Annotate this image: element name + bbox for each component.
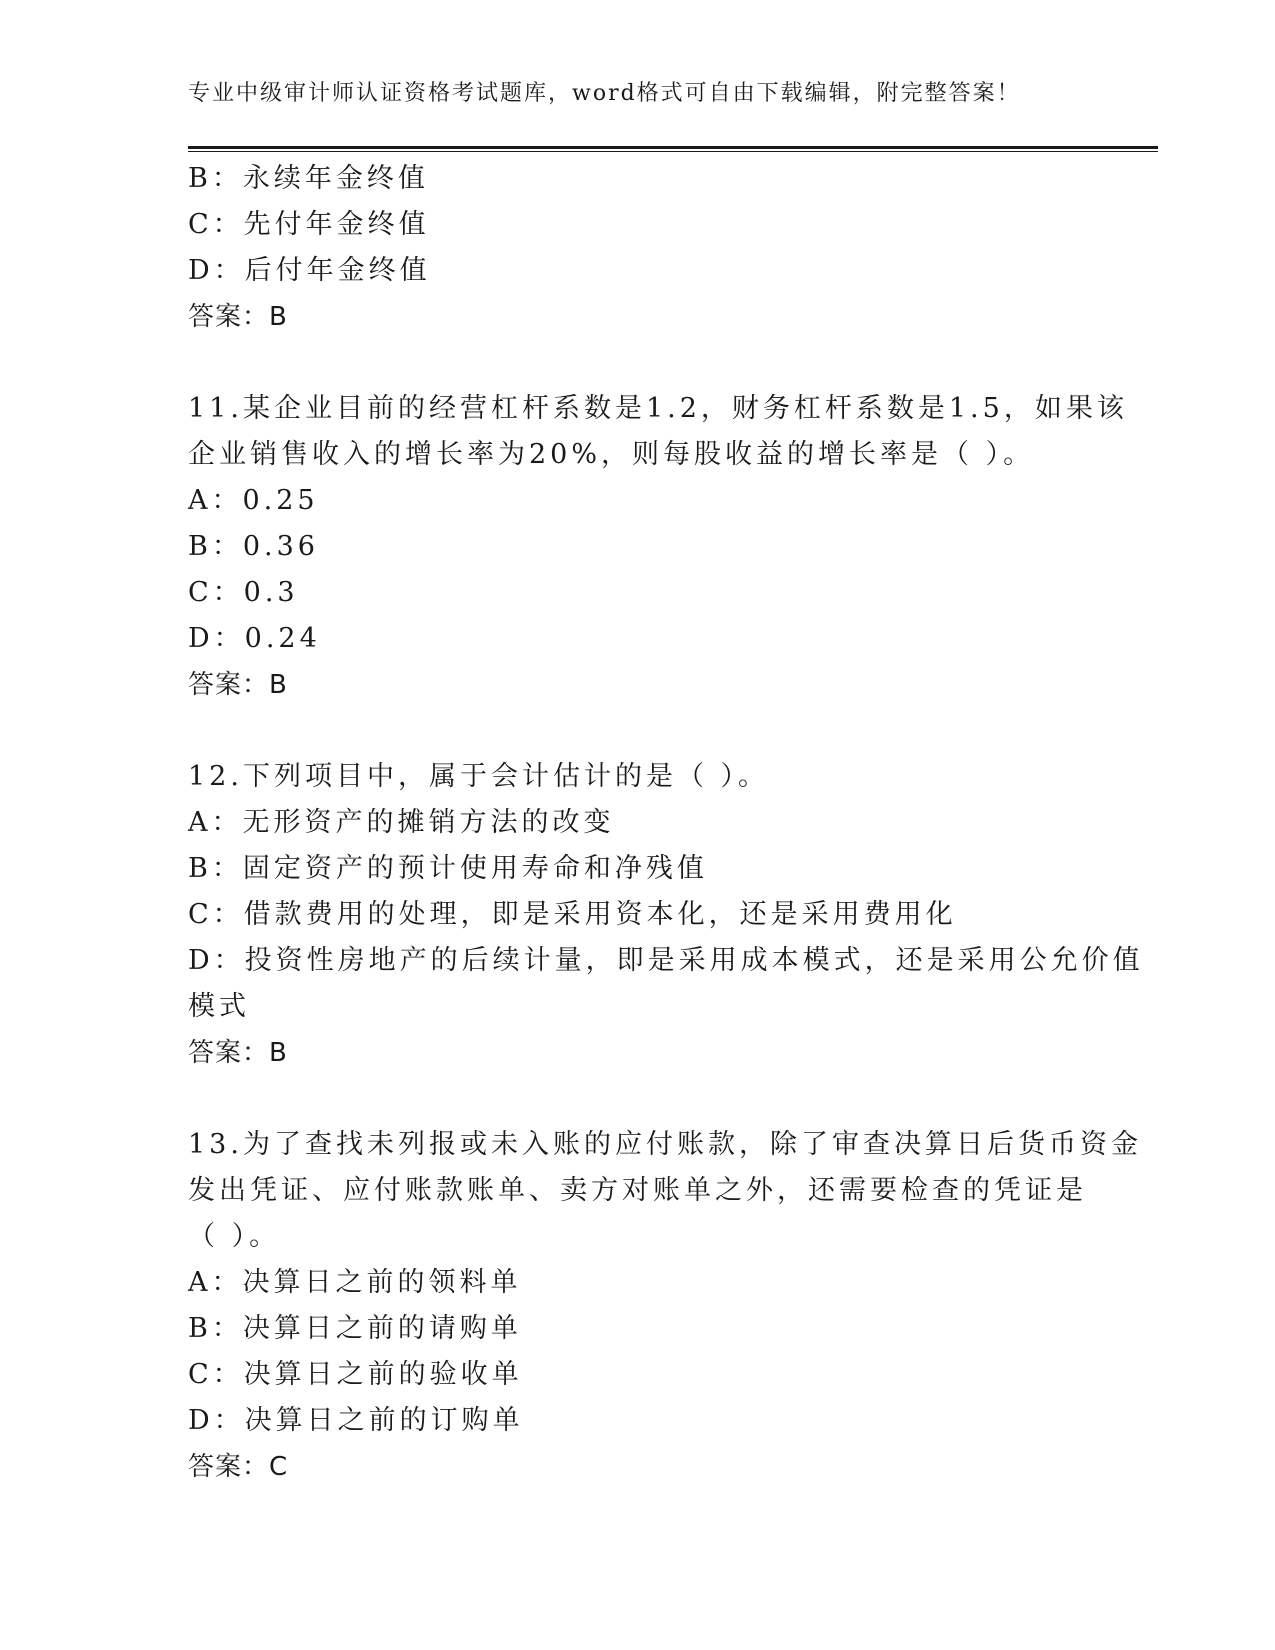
option-d: D：投资性房地产的后续计量，即是采用成本模式，还是采用公允价值 — [188, 945, 1144, 976]
question-block-prev — [188, 156, 1088, 340]
spacer — [188, 340, 1088, 386]
option-b: B：0.36 — [188, 531, 319, 562]
option-b: B：决算日之前的请购单 — [188, 1313, 522, 1344]
question-stem: 13.为了查找未列报或未入账的应付账款，除了审查决算日后货币资金 — [188, 1129, 1142, 1160]
question-stem: 12.下列项目中，属于会计估计的是（ ）。 — [188, 761, 770, 792]
question-block-12 — [188, 754, 1144, 1076]
question-list — [188, 156, 1144, 1490]
option-b: B：固定资产的预计使用寿命和净残值 — [188, 853, 708, 884]
option-a: A：决算日之前的领料单 — [188, 1267, 522, 1298]
page-header: 专业中级审计师认证资格考试题库，word格式可自由下载编辑，附完整答案！ — [188, 81, 1021, 106]
question-stem: （ ）。 — [188, 1221, 281, 1252]
option-d: D：决算日之前的订购单 — [188, 1405, 524, 1436]
question-stem: 发出凭证、应付账款账单、卖方对账单之外，还需要检查的凭证是 — [188, 1175, 1087, 1206]
answer-line: 答案：B — [188, 670, 288, 700]
option-d: D：0.24 — [188, 623, 321, 654]
answer-line: 答案：B — [188, 302, 288, 332]
option-c: C：先付年金终值 — [188, 209, 430, 240]
answer-line: 答案：C — [188, 1452, 289, 1482]
question-stem: 企业销售收入的增长率为20%，则每股收益的增长率是（ ）。 — [188, 439, 1035, 470]
question-stem: 11.某企业目前的经营杠杆系数是1.2，财务杠杆系数是1.5，如果该 — [188, 393, 1128, 424]
option-c: C：0.3 — [188, 577, 299, 608]
header-rule-thick — [188, 146, 1158, 149]
option-b: B：永续年金终值 — [188, 163, 429, 194]
spacer — [188, 1076, 1088, 1122]
option-d: D：后付年金终值 — [188, 255, 431, 286]
option-a: A：0.25 — [188, 485, 319, 516]
question-block-13 — [188, 1122, 1142, 1490]
header-rule-thin — [188, 151, 1158, 152]
spacer — [188, 708, 1088, 754]
option-d-continued: 模式 — [188, 991, 250, 1022]
option-c: C：借款费用的处理，即是采用资本化，还是采用费用化 — [188, 899, 957, 930]
answer-line: 答案：B — [188, 1038, 288, 1068]
question-block-11 — [188, 386, 1128, 708]
option-c: C：决算日之前的验收单 — [188, 1359, 523, 1390]
option-a: A：无形资产的摊销方法的改变 — [188, 807, 615, 838]
